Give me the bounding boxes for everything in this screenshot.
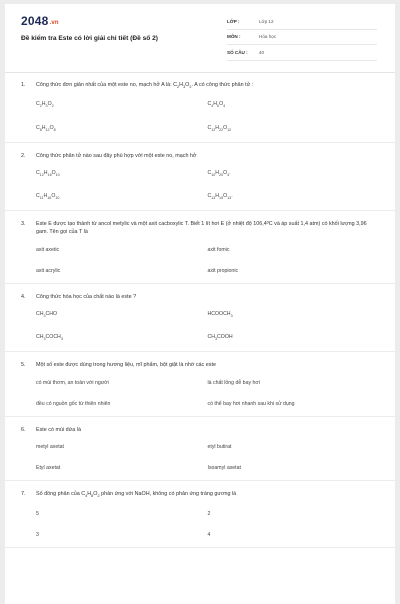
text-run: axit fomic xyxy=(207,246,230,253)
text-run: Isoamyl axetat xyxy=(207,465,241,472)
subscript: 4 xyxy=(211,104,214,109)
text-run: O xyxy=(49,124,54,131)
question-stem xyxy=(21,220,379,237)
meta-value: 40 xyxy=(259,49,265,55)
answer-option-3[interactable] xyxy=(36,124,208,134)
question-4 xyxy=(5,284,395,352)
subscript: 8 xyxy=(53,127,56,132)
text-run: H xyxy=(41,124,46,131)
answer-option-3[interactable] xyxy=(36,192,208,202)
subscript: 3 xyxy=(45,104,48,109)
text-run: Công thức đơn giản nhất của một este no, mạch hở A là: C xyxy=(36,82,178,88)
subscript: 10 xyxy=(55,196,60,201)
text-run: C xyxy=(36,124,40,131)
answer-option-4[interactable] xyxy=(208,464,380,472)
text-run: O xyxy=(185,82,190,88)
subscript: 12 xyxy=(39,172,44,177)
logo-suffix: .vn xyxy=(49,20,59,26)
question-text xyxy=(36,426,379,434)
answer-options xyxy=(21,443,379,472)
text-run: C xyxy=(207,192,212,199)
answer-option-2[interactable] xyxy=(208,246,380,254)
text-run: phản ứng với NaOH, không có phản ứng tráng gương là xyxy=(99,491,237,498)
text-run: đều có nguồn gốc từ thiên nhiên xyxy=(36,400,111,407)
document-page xyxy=(5,4,395,604)
answer-options xyxy=(21,510,379,539)
answer-option-2[interactable] xyxy=(208,310,380,320)
text-run: 2 xyxy=(207,510,211,517)
meta-row-subject xyxy=(227,30,377,46)
question-3 xyxy=(5,211,395,284)
answer-option-1[interactable] xyxy=(36,510,208,518)
text-run: etyl butirat xyxy=(207,444,232,451)
text-run: C xyxy=(36,192,40,199)
question-stem xyxy=(21,426,379,434)
document-header xyxy=(5,4,395,73)
text-run: Công thức hóa học của chất nào là este ? xyxy=(36,293,137,300)
text-run: Este có mùi dứa là xyxy=(36,426,81,433)
question-5 xyxy=(5,352,395,416)
question-stem xyxy=(21,293,379,301)
subscript: 4 xyxy=(227,172,230,177)
answer-option-1[interactable] xyxy=(36,310,208,320)
subscript: 3 xyxy=(43,337,46,342)
subscript: 12 xyxy=(211,127,216,132)
subscript: 8 xyxy=(91,494,94,499)
meta-label: LỚP : xyxy=(227,18,240,24)
text-run: Etyl axetat xyxy=(36,465,61,472)
question-number: 4. xyxy=(21,293,26,300)
text-run: . A có công thức phân tử : xyxy=(191,82,254,88)
meta-value: Hóa học xyxy=(259,34,277,40)
text-run: O xyxy=(93,491,98,498)
subscript: 2 xyxy=(39,104,42,109)
answer-option-4[interactable] xyxy=(208,333,380,343)
answer-option-3[interactable] xyxy=(36,333,208,343)
question-1 xyxy=(5,72,395,143)
answer-options xyxy=(21,246,379,275)
question-stem xyxy=(21,490,379,500)
subscript: 10 xyxy=(55,172,60,177)
subscript: 2 xyxy=(177,85,180,90)
subscript: 10 xyxy=(211,172,216,177)
text-run: O xyxy=(223,192,228,199)
text-run: O xyxy=(223,169,228,176)
question-stem xyxy=(21,152,379,160)
subscript: 12 xyxy=(227,127,232,132)
subscript: 4 xyxy=(223,104,226,109)
logo-main: 2048 xyxy=(21,14,49,28)
meta-row-class xyxy=(227,14,377,30)
text-run: Một số este được dùng trong hương liệu, mĩ phẩm, bột giặt là nhờ các este xyxy=(36,362,216,369)
question-number: 2. xyxy=(21,152,26,159)
answer-option-2[interactable] xyxy=(208,379,380,387)
subscript: 8 xyxy=(39,127,42,132)
meta-label: SỐ CÂU : xyxy=(227,49,248,55)
subscript: 3 xyxy=(215,337,218,342)
text-run: 4 xyxy=(207,531,211,538)
text-run: . xyxy=(231,192,233,199)
answer-option-1[interactable] xyxy=(36,443,208,451)
text-run: metyl axetat xyxy=(36,444,64,451)
text-run: axit acrylic xyxy=(36,267,61,274)
question-text xyxy=(36,361,379,369)
text-run: CH xyxy=(36,334,44,341)
answer-option-3[interactable] xyxy=(36,464,208,472)
text-run: H xyxy=(215,169,220,176)
document-meta xyxy=(227,14,377,61)
question-text xyxy=(36,81,379,91)
answer-option-4[interactable] xyxy=(208,124,380,134)
subscript: 2 xyxy=(51,104,54,109)
text-run: H xyxy=(87,491,92,498)
answer-option-2[interactable] xyxy=(208,100,380,110)
question-6 xyxy=(5,417,395,481)
answer-option-4[interactable] xyxy=(208,531,380,539)
text-run: O xyxy=(219,101,224,108)
answer-options xyxy=(21,169,379,202)
subscript: 3 xyxy=(230,314,233,319)
answer-options xyxy=(21,310,379,343)
question-2 xyxy=(5,143,395,211)
text-run: 3 xyxy=(36,531,39,538)
document-title: Đề kiểm tra Este có lời giải chi tiết (Đề số 2) xyxy=(21,35,158,42)
answer-options xyxy=(21,379,379,408)
subscript: 3 xyxy=(60,337,63,342)
text-run: H xyxy=(179,82,184,88)
question-text xyxy=(36,293,379,301)
answer-option-1[interactable] xyxy=(36,246,208,254)
text-run: là chất lỏng dễ bay hơi xyxy=(207,379,260,386)
subscript: 3 xyxy=(43,314,46,319)
text-run: H xyxy=(43,169,48,176)
subscript: 13 xyxy=(211,196,216,201)
question-number: 7. xyxy=(21,491,26,498)
text-run: COOH xyxy=(217,334,233,341)
question-number: 5. xyxy=(21,362,26,369)
subscript: 16 xyxy=(47,172,52,177)
text-run: 5 xyxy=(36,510,39,517)
text-run: O xyxy=(51,192,56,199)
meta-row-question-count xyxy=(227,45,377,61)
subscript: 15 xyxy=(219,196,224,201)
text-run: H xyxy=(43,192,48,199)
question-list xyxy=(5,72,395,548)
subscript: 11 xyxy=(39,196,44,201)
answer-option-1[interactable] xyxy=(36,100,208,110)
subscript: 3 xyxy=(183,85,186,90)
text-run: C xyxy=(36,101,40,108)
answer-option-4[interactable] xyxy=(208,267,380,275)
meta-value: Lớp 12 xyxy=(259,18,274,24)
text-run: . xyxy=(229,169,231,176)
subscript: 13 xyxy=(227,196,232,201)
answer-option-3[interactable] xyxy=(36,531,208,539)
text-run: H xyxy=(213,101,218,108)
answer-option-2[interactable] xyxy=(208,443,380,451)
subscript: 4 xyxy=(85,494,88,499)
site-logo[interactable] xyxy=(21,14,59,28)
text-run: Công thức phân tử nào sau đây phù hợp với một este no, mạch hở xyxy=(36,152,197,159)
text-run: axit axetic xyxy=(36,246,60,253)
subscript: 2 xyxy=(189,85,192,90)
text-run: có mùi thơm, an toàn với người xyxy=(36,379,109,386)
question-7 xyxy=(5,481,395,547)
text-run: O xyxy=(47,101,52,108)
subscript: 20 xyxy=(219,172,224,177)
text-run: C xyxy=(36,169,40,176)
question-text xyxy=(36,490,379,500)
text-run: có thể bay hơi nhanh sau khi sử dụng xyxy=(207,400,295,407)
answer-option-3[interactable] xyxy=(36,267,208,275)
text-run: COCH xyxy=(45,334,61,341)
answer-options xyxy=(21,100,379,133)
text-run: O xyxy=(223,124,228,131)
question-stem xyxy=(21,81,379,91)
text-run: H xyxy=(215,192,220,199)
text-run: Số đồng phân của C xyxy=(36,491,86,498)
text-run: H xyxy=(41,101,46,108)
subscript: 2 xyxy=(97,494,100,499)
text-run: C xyxy=(207,101,212,108)
text-run: CHO xyxy=(45,311,58,318)
subscript: 12 xyxy=(45,127,50,132)
text-run: HCOOCH xyxy=(207,311,231,318)
text-run: O xyxy=(51,169,56,176)
subscript: 6 xyxy=(217,104,220,109)
question-number: 3. xyxy=(21,221,26,228)
subscript: 16 xyxy=(47,196,52,201)
question-stem xyxy=(21,361,379,369)
text-run: CH xyxy=(207,334,215,341)
answer-option-4[interactable] xyxy=(208,400,380,408)
answer-option-2[interactable] xyxy=(208,169,380,179)
answer-option-1[interactable] xyxy=(36,379,208,387)
question-number: 1. xyxy=(21,82,26,88)
question-number: 6. xyxy=(21,426,26,433)
text-run: C xyxy=(207,124,212,131)
answer-option-2[interactable] xyxy=(208,510,380,518)
text-run: CH xyxy=(36,311,44,318)
meta-label: MÔN : xyxy=(227,34,241,40)
answer-option-1[interactable] xyxy=(36,169,208,179)
question-text xyxy=(36,220,379,237)
question-text xyxy=(36,152,379,160)
text-run: C xyxy=(207,169,212,176)
text-run: Este E được tạo thành từ ancol metylic và một axit cacboxylic T. Biết 1 lít hơi E (ở nhiệt độ 106,4ºC và áp suất 1,4 atm) có khối lượng 3,96 gam. Tên gọi của T là xyxy=(36,221,367,236)
text-run: axit propionic xyxy=(207,267,239,274)
answer-option-4[interactable] xyxy=(208,192,380,202)
subscript: 22 xyxy=(219,127,224,132)
answer-option-3[interactable] xyxy=(36,400,208,408)
text-run: H xyxy=(215,124,220,131)
